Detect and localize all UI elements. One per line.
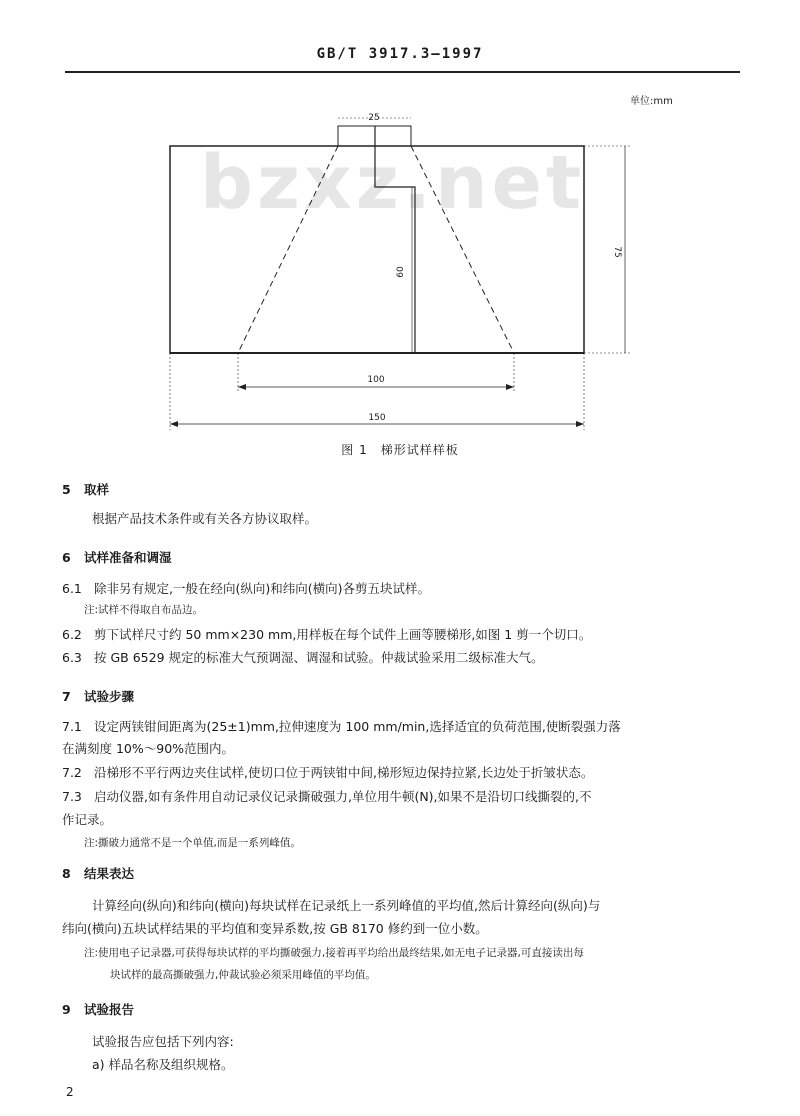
section-8-body-line1: 计算经向(纵向)和纬向(横向)每块试样在记录纸上一系列峰值的平均值,然后计算经向(纵向)与: [92, 898, 601, 913]
dim-bottom-inner: 100: [367, 375, 385, 385]
clause-7-3-text-line1: 启动仪器,如有条件用自动记录仪记录撕破强力,单位用牛顿(N),如果不是沿切口线撕裂的,不: [94, 789, 592, 804]
clause-7-3-continued: 作记录。: [62, 812, 113, 827]
figure-caption: 图 1 梯形试样样板: [341, 443, 459, 457]
figure-drawing: [0, 0, 800, 470]
section-8-heading: 结果表达: [84, 866, 135, 881]
clause-6-3-text: 按 GB 6529 规定的标准大气预调湿、调湿和试验。仲裁试验采用二级标准大气。: [94, 650, 544, 665]
section-6-heading: 试样准备和调湿: [84, 550, 172, 565]
clause-6-1-text: 除非另有规定,一般在经向(纵向)和纬向(横向)各剪五块试样。: [94, 581, 430, 596]
template-outline: [170, 146, 584, 353]
section-6-title: [62, 548, 172, 566]
section-9-heading: 试验报告: [84, 1002, 135, 1017]
section-8-title: [62, 864, 134, 882]
section-6-number: 6: [62, 550, 71, 565]
clause-7-1-number: 7.1: [62, 719, 82, 734]
section-8-number: 8: [62, 866, 71, 881]
clause-6-3-number: 6.3: [62, 650, 82, 665]
section-9-number: 9: [62, 1002, 71, 1017]
section-8-note-line2: 块试样的最高撕破强力,仲裁试验必须采用峰值的平均值。: [110, 969, 376, 981]
clause-7-1: [62, 716, 742, 738]
section-9-title: [62, 1000, 134, 1018]
standard-code-header: GB/T 3917.3—1997: [316, 46, 484, 62]
unit-label: 单位:mm: [630, 96, 673, 107]
watermark: bzxz.net: [200, 140, 586, 226]
clause-7-2-number: 7.2: [62, 765, 82, 780]
clause-7-2: [62, 762, 742, 784]
section-9-item-a: a) 样品名称及组织规格。: [92, 1057, 234, 1072]
clause-7-1-text-line1: 设定两铗钳间距离为(25±1)mm,拉伸速度为 100 mm/min,选择适宜的负荷范围,使断裂强力落: [94, 719, 621, 734]
section-5-title: [62, 480, 109, 498]
clause-6-2-text: 剪下试样尺寸约 50 mm×230 mm,用样板在每个试件上画等腰梯形,如图 1 剪一个切口。: [94, 627, 592, 642]
clause-6-1: [62, 578, 742, 600]
clause-6-2: [62, 624, 742, 646]
clause-7-2-text: 沿梯形不平行两边夹住试样,使切口位于两铗钳中间,梯形短边保持拉紧,长边处于折皱状态。: [94, 765, 594, 780]
section-5-body: 根据产品技术条件或有关各方协议取样。: [92, 511, 318, 526]
dim-top-slot: 25: [368, 113, 380, 123]
section-7-number: 7: [62, 689, 71, 704]
dim-inner-height: 60: [396, 266, 406, 278]
clause-7-3-number: 7.3: [62, 789, 82, 804]
section-7-heading: 试验步骤: [84, 689, 135, 704]
cut-line: [375, 126, 415, 353]
dim-overall-width: 150: [368, 413, 386, 423]
section-8-note-line1: 注:使用电子记录器,可获得每块试样的平均撕破强力,接着再平均给出最终结果,如无电子记录器,可直接读出每: [84, 947, 584, 959]
section-9-body: 试验报告应包括下列内容:: [92, 1034, 234, 1049]
trapezoid-template-figure: [0, 0, 800, 470]
clause-7-3: [62, 786, 742, 808]
section-7-title: [62, 687, 134, 705]
trapezoid-right-side: [411, 146, 514, 353]
section-5-heading: 取样: [84, 482, 110, 497]
clause-6-3: [62, 647, 742, 669]
section-8-body-line2: 纬向(横向)五块试样结果的平均值和变异系数,按 GB 8170 修约到一位小数。: [62, 921, 488, 936]
clause-7-note: 注:撕破力通常不是一个单值,而是一系列峰值。: [84, 837, 301, 849]
dim-overall-height: 75: [612, 246, 622, 258]
clause-6-1-number: 6.1: [62, 581, 82, 596]
trapezoid-left-side: [238, 146, 338, 353]
clause-7-1-continued: 在满刻度 10%～90%范围内。: [62, 741, 235, 756]
clause-6-2-number: 6.2: [62, 627, 82, 642]
section-5-number: 5: [62, 482, 71, 497]
page-number: 2: [66, 1085, 74, 1099]
clause-6-1-note: 注:试样不得取自布品边。: [84, 604, 204, 616]
